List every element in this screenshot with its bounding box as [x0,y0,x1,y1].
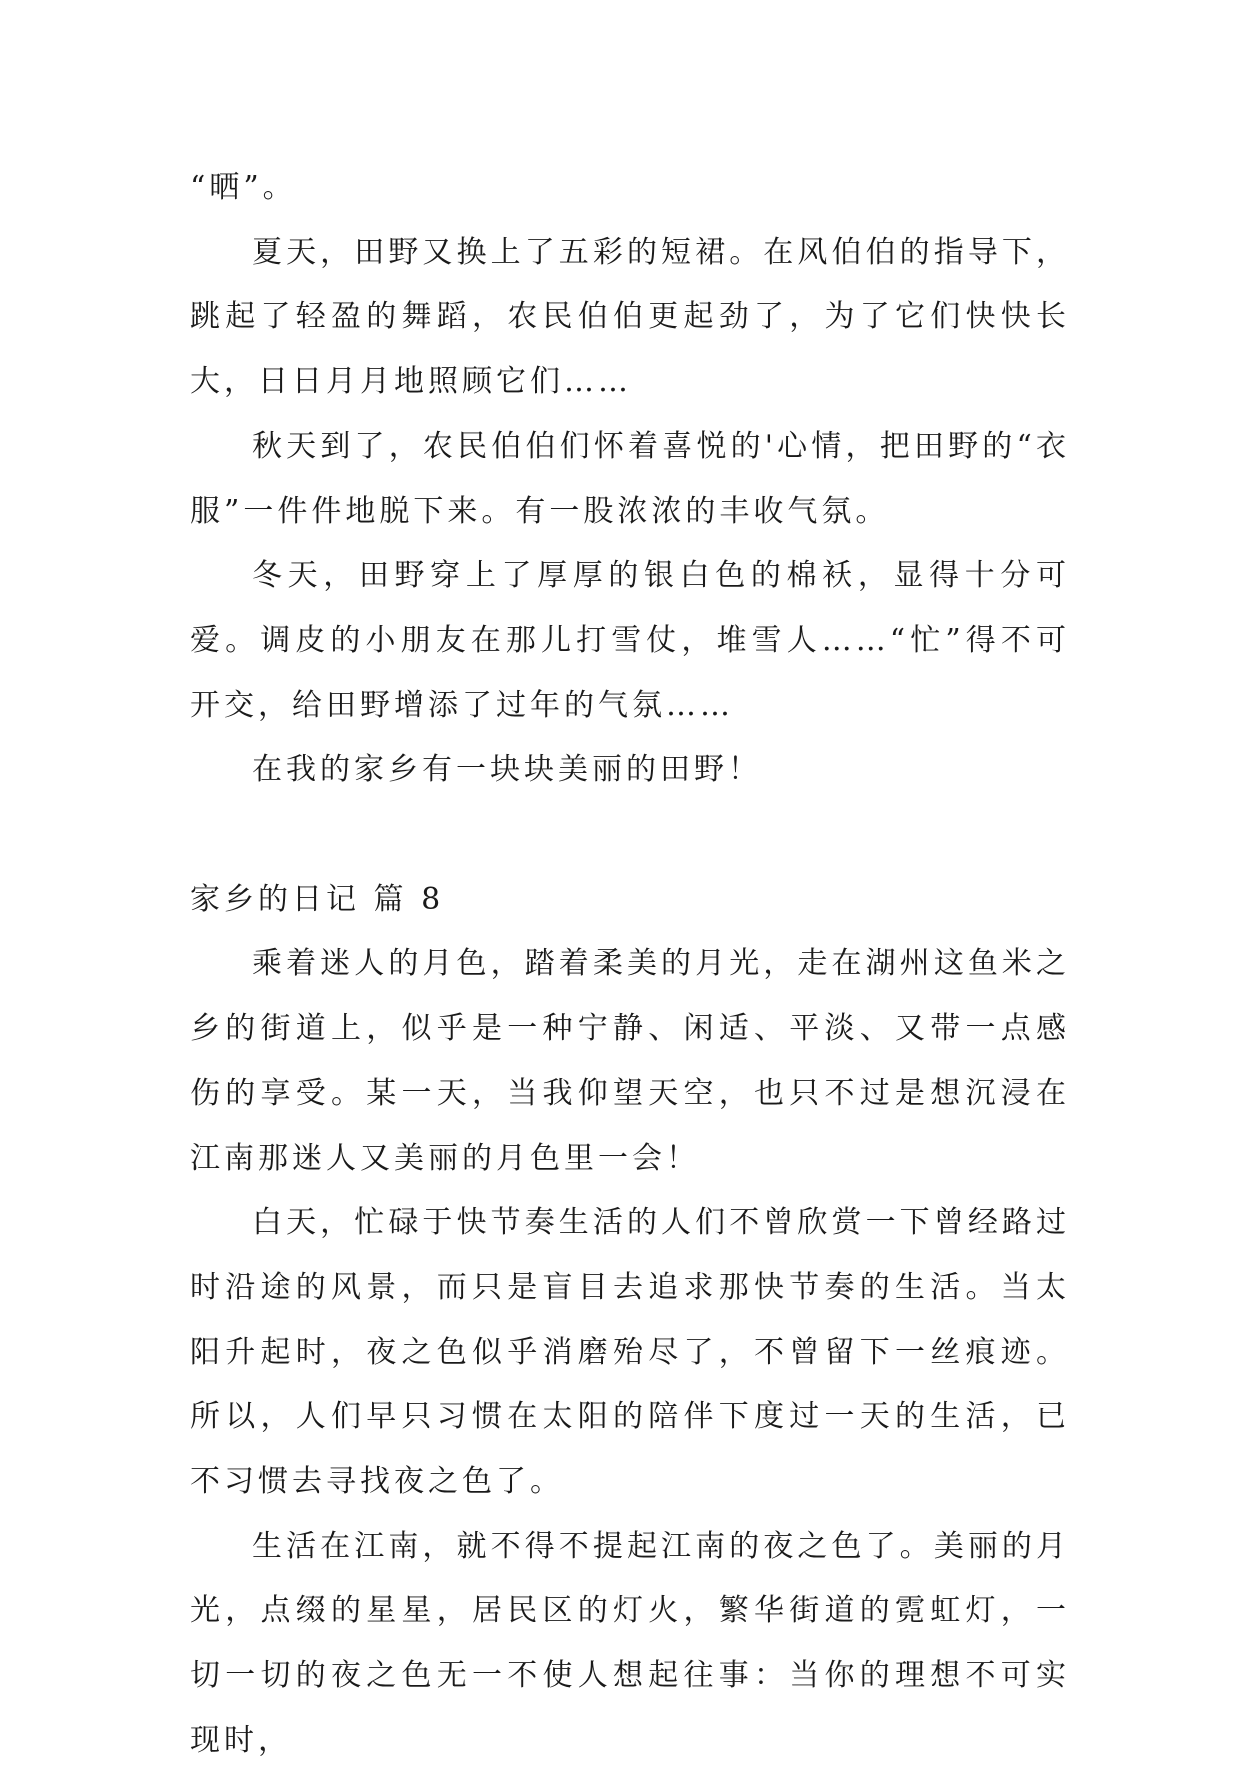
paragraph-winter: 冬天，田野穿上了厚厚的银白色的棉袄，显得十分可爱。调皮的小朋友在那儿打雪仗，堆雪人……“忙”得不可开交，给田野增添了过年的气氛…… [190,558,1070,723]
paragraph-jiangnan-night: 生活在江南，就不得不提起江南的夜之色了。美丽的月光，点缀的星星，居民区的灯火，繁华街道的霓虹灯，一切一切的夜之色无一不使人想起往事：当你的理想不可实现时， [190,1528,1070,1758]
continuation-line: “晒”。 [190,170,297,205]
section-spacer [190,803,1070,868]
paragraph-autumn: 秋天到了，农民伯伯们怀着喜悦的'心情，把田野的“衣服”一件件地脱下来。有一股浓浓的丰收气氛。 [190,428,1070,529]
section-title: 家乡的日记 篇 8 [190,881,445,917]
paragraph-conclusion: 在我的家乡有一块块美丽的田野！ [252,752,762,788]
paragraph-daytime: 白天，忙碌于快节奏生活的人们不曾欣赏一下曾经路过时沿途的风景，而只是盲目去追求那快节奏的生活。当太阳升起时，夜之色似乎消磨殆尽了，不曾留下一丝痕迹。所以，人们早只习惯在太阳的陪伴下度过一天的生活，已不习惯去寻找夜之色了。 [190,1205,1070,1500]
document-body [190,156,1070,1774]
paragraph-moonlight: 乘着迷人的月色，踏着柔美的月光，走在湖州这鱼米之乡的街道上，似乎是一种宁静、闲适、平淡、又带一点感伤的享受。某一天，当我仰望天空，也只不过是想沉浸在江南那迷人又美丽的月色里一会！ [190,946,1070,1176]
paragraph-summer: 夏天，田野又换上了五彩的短裙。在风伯伯的指导下，跳起了轻盈的舞蹈，农民伯伯更起劲了，为了它们快快长大，日日月月地照顾它们…… [190,234,1070,400]
